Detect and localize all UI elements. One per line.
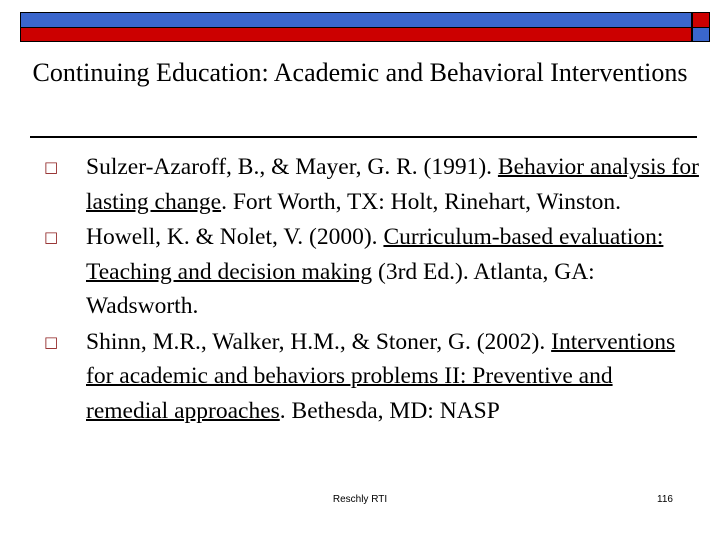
- reference-text: [86, 224, 663, 319]
- reference-list: [40, 150, 700, 429]
- footer-page-number: 116: [657, 494, 673, 505]
- reference-plain-text: Shinn, M.R., Walker, H.M., & Stoner, G. (2002).: [86, 328, 552, 355]
- banner-red-stripe: [21, 27, 691, 41]
- reference-plain-text: Howell, K. & Nolet, V. (2000).: [86, 224, 384, 250]
- title-divider-rule: [30, 136, 697, 138]
- banner-cap-red-stripe: [693, 13, 709, 27]
- reference-text: [86, 154, 699, 215]
- footer-note: Reschly RTI: [332, 494, 388, 505]
- reference-text: [86, 329, 675, 424]
- reference-item: [40, 220, 700, 324]
- banner-blue-stripe: [21, 13, 691, 27]
- slide-title: Continuing Education: Academic and Behavioral Interventions: [32, 58, 688, 87]
- reference-plain-text: . Bethesda, MD: NASP: [279, 397, 500, 424]
- header-banner-cap: [692, 12, 710, 42]
- bullet-square-icon: □: [44, 228, 59, 246]
- header-banner-bar: [20, 12, 692, 42]
- bullet-square-icon: □: [44, 158, 59, 176]
- reference-item: [40, 325, 700, 429]
- reference-plain-text: . Fort Worth, TX: Holt, Rinehart, Winston.: [221, 188, 622, 215]
- bullet-square-icon: □: [44, 332, 59, 351]
- reference-title-underlined: Curriculum-based evaluation: Teaching and decision making: [86, 224, 664, 285]
- reference-title-underlined: Interventions for academic and behaviors problems II: Preventive and remedial approaches: [86, 328, 676, 424]
- reference-plain-text: (3rd Ed.). Atlanta, GA: Wadsworth.: [86, 258, 595, 319]
- reference-title-underlined: Behavior analysis for lasting change: [86, 154, 699, 215]
- reference-plain-text: Sulzer-Azaroff, B., & Mayer, G. R. (1991).: [86, 154, 498, 180]
- banner-cap-blue-stripe: [693, 27, 709, 41]
- reference-item: [40, 150, 700, 219]
